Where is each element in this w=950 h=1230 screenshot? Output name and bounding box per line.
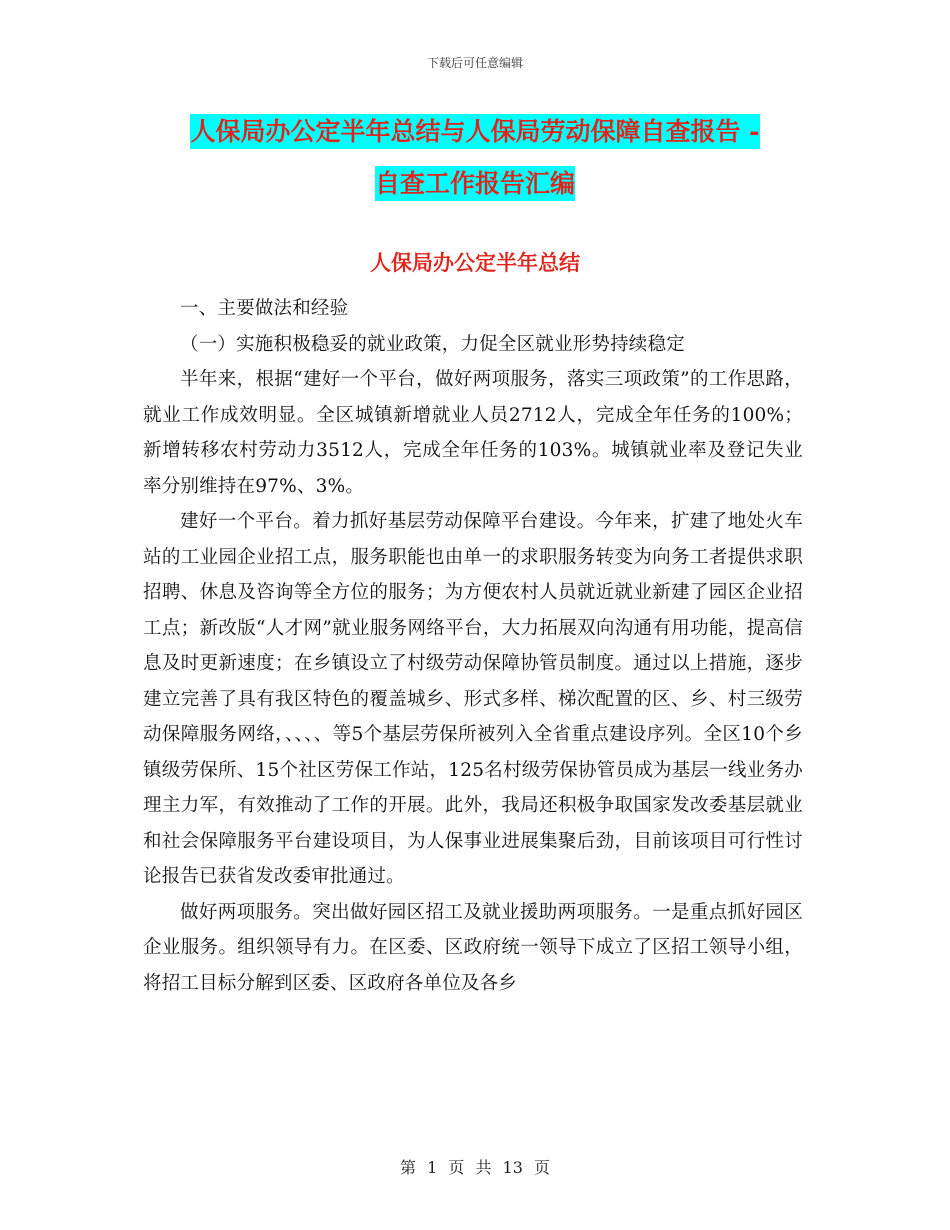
paragraph: 做好两项服务。突出做好园区招工及就业援助两项服务。一是重点抓好园区企业服务。组织领导有力。在区委、区政府统一领导下成立了区招工领导小组，将招工目标分解到区委、区政府各单位及各乡 xyxy=(143,901,803,994)
section-title: 人保局办公定半年总结 xyxy=(370,250,580,275)
page-footer: 第 1 页 共 13 页 xyxy=(400,1158,550,1177)
paragraph: 建好一个平台。着力抓好基层劳动保障平台建设。今年来，扩建了地处火车站的工业园企业招工点，服务职能也由单一的求职服务转变为向务工者提供求职招聘、休息及咨询等全方位的服务；为方便农村人员就近就业新建了园区企业招工点；新改版“人才网”就业服务网络平台，大力拓展双向沟通有用功能，提高信息及时更新速度；在乡镇设立了村级劳动保障协管员制度。通过以上措施，逐步建立完善了具有我区特色的覆盖城乡、形式多样、梯次配置的区、乡、村三级劳动保障服务网络，、、、、等5个基层劳保所被列入全省重点建设序列。全区10个乡镇级劳保所、15个社区劳保工作站，125名村级劳保协管员成为基层一线业务办理主力军，有效推动了工作的开展。此外，我局还积极争取国家发改委基层就业和社会保障服务平台建设项目，为人保事业进展集聚后劲，目前该项目可行性讨论报告已获省发改委审批通过。 xyxy=(143,511,803,887)
paragraph: 半年来，根据“建好一个平台，做好两项服务，落实三项政策”的工作思路，就业工作成效明显。全区城镇新增就业人员2712人，完成全年任务的100%；新增转移农村劳动力3512人，完成全年任务的103%。城镇就业率及登记失业率分别维持在97%、3%。 xyxy=(143,369,803,497)
document-title-line-2: 自查工作报告汇编 xyxy=(375,166,575,201)
heading-level-1: 一、主要做法和经验 xyxy=(180,298,349,319)
header-note: 下载后可任意编辑 xyxy=(426,56,523,70)
document-body xyxy=(143,291,803,1001)
heading-level-2: （一）实施积极稳妥的就业政策，力促全区就业形势持续稳定 xyxy=(180,333,685,355)
document-title xyxy=(140,106,810,210)
document-title-line-1: 人保局办公定半年总结与人保局劳动保障自查报告 - xyxy=(190,114,759,149)
